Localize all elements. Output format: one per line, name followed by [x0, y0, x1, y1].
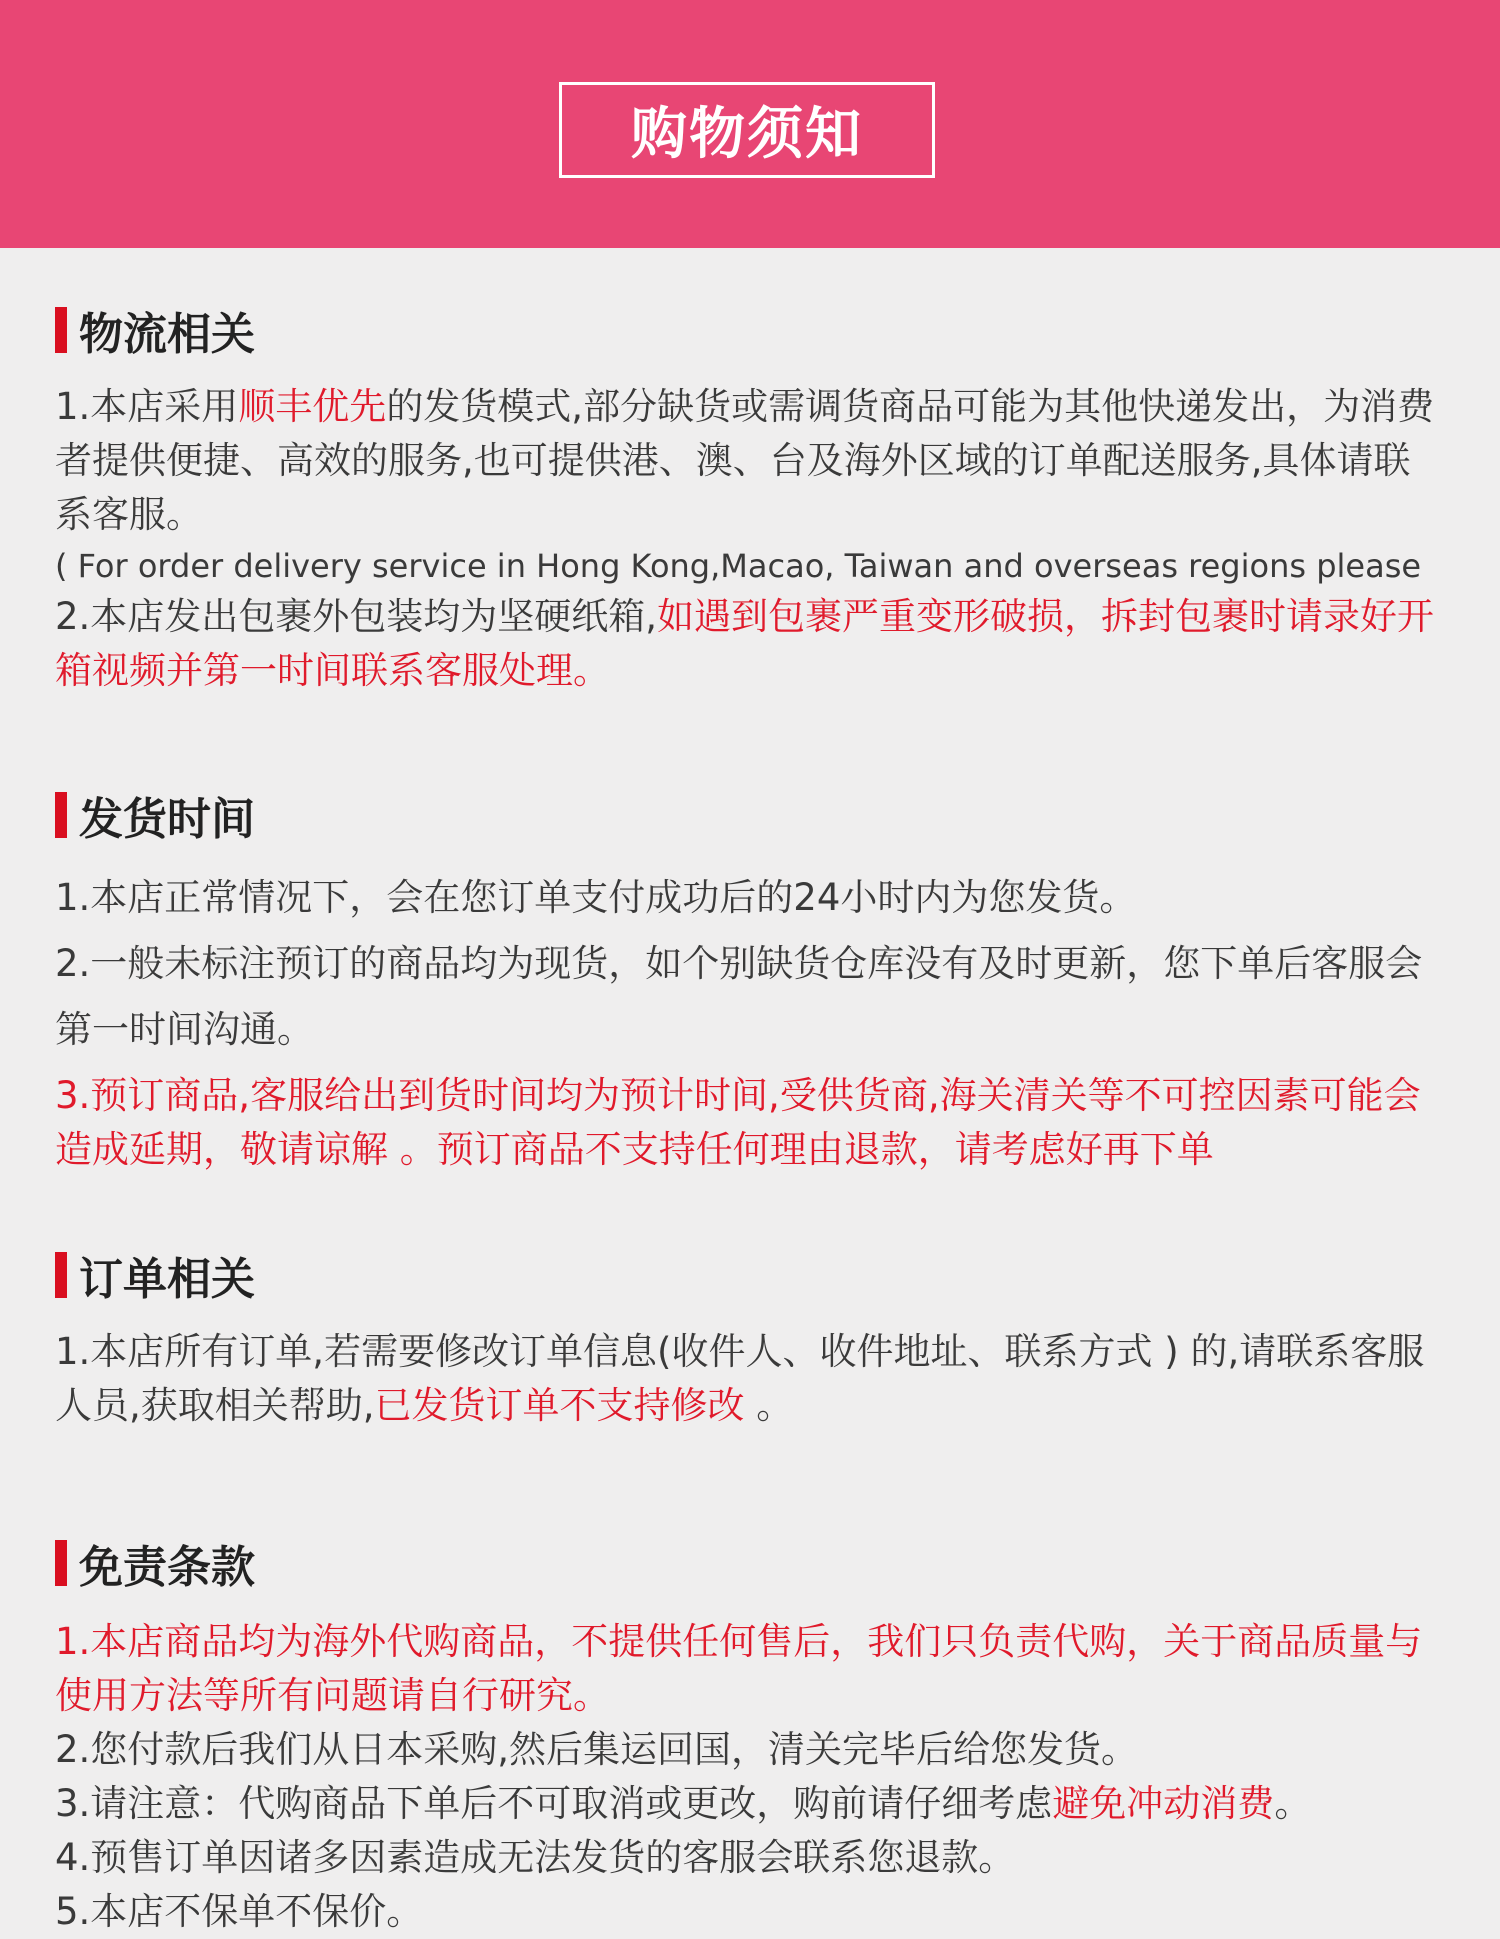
header-banner	[0, 0, 1500, 248]
logistics-item-1	[55, 380, 1445, 542]
order-item-1	[55, 1325, 1445, 1433]
disclaimer-item-3	[55, 1777, 1445, 1831]
disclaimer-item-5: 5.本店不保单不保价。	[55, 1890, 424, 1933]
text: 1.本店采用	[55, 385, 239, 428]
heading-text: 免责条款	[79, 1542, 255, 1593]
section-heading	[55, 1533, 1445, 1593]
english-note: ( For order delivery service in Hong Kong,Macao, Taiwan and overseas regions please	[55, 547, 1422, 585]
highlight-text: 避免冲动消费	[1052, 1782, 1275, 1825]
section-disclaimer	[55, 1533, 1445, 1939]
page-title: 购物须知	[559, 82, 935, 178]
text: 。	[744, 1384, 794, 1427]
logistics-item-2	[55, 590, 1445, 698]
disclaimer-item-1: 1.本店商品均为海外代购商品，不提供任何售后，我们只负责代购，关于商品质量与使用方法等所有问题请自行研究。	[55, 1620, 1423, 1717]
text: 。	[1274, 1782, 1312, 1825]
shipping-item-3: 3.预订商品,客服给出到货时间均为预计时间,受供货商,海关清关等不可控因素可能会造成延期，敬请谅解 。预订商品不支持任何理由退款，请考虑好再下单	[55, 1074, 1421, 1171]
section-order	[55, 1245, 1445, 1433]
highlight-text: 如遇到包裹严重变形破损，拆封包裹时请录好开箱视频并第一时间联系客服处理。	[55, 595, 1435, 692]
heading-bar-icon	[55, 1540, 67, 1586]
disclaimer-item-4: 4.预售订单因诸多因素造成无法发货的客服会联系您退款。	[55, 1836, 1016, 1879]
highlight-text: 顺丰优先	[238, 385, 387, 428]
section-heading	[55, 785, 1445, 845]
shipping-item-1: 1.本店正常情况下，会在您订单支付成功后的24小时内为您发货。	[55, 876, 1137, 919]
heading-text: 订单相关	[79, 1254, 255, 1305]
heading-bar-icon	[55, 307, 67, 353]
section-shipping	[55, 785, 1445, 1177]
section-logistics	[55, 300, 1445, 698]
section-heading	[55, 300, 1445, 360]
heading-bar-icon	[55, 1252, 67, 1298]
text: 3.请注意：代购商品下单后不可取消或更改，购前请仔细考虑	[55, 1782, 1053, 1825]
text: 1.本店所有订单,若需要修改订单信息(收件人、收件地址、联系方式 ) 的,请联系客服人员,获取相关帮助,	[55, 1330, 1425, 1427]
disclaimer-item-2: 2.您付款后我们从日本采购,然后集运回国，清关完毕后给您发货。	[55, 1728, 1139, 1771]
heading-text: 发货时间	[79, 794, 255, 845]
text: 的发货模式,部分缺货或需调货商品可能为其他快递发出，为消费者提供便捷、高效的服务,也可提供港、澳、台及海外区域的订单配送服务,具体请联系客服。	[55, 385, 1435, 536]
heading-bar-icon	[55, 792, 67, 838]
shipping-item-2: 2.一般未标注预订的商品均为现货，如个别缺货仓库没有及时更新，您下单后客服会第一时间沟通。	[55, 942, 1423, 1051]
heading-text: 物流相关	[79, 309, 255, 360]
text: 2.本店发出包裹外包装均为坚硬纸箱,	[55, 595, 658, 638]
highlight-text: 已发货订单不支持修改	[374, 1384, 745, 1427]
section-heading	[55, 1245, 1445, 1305]
